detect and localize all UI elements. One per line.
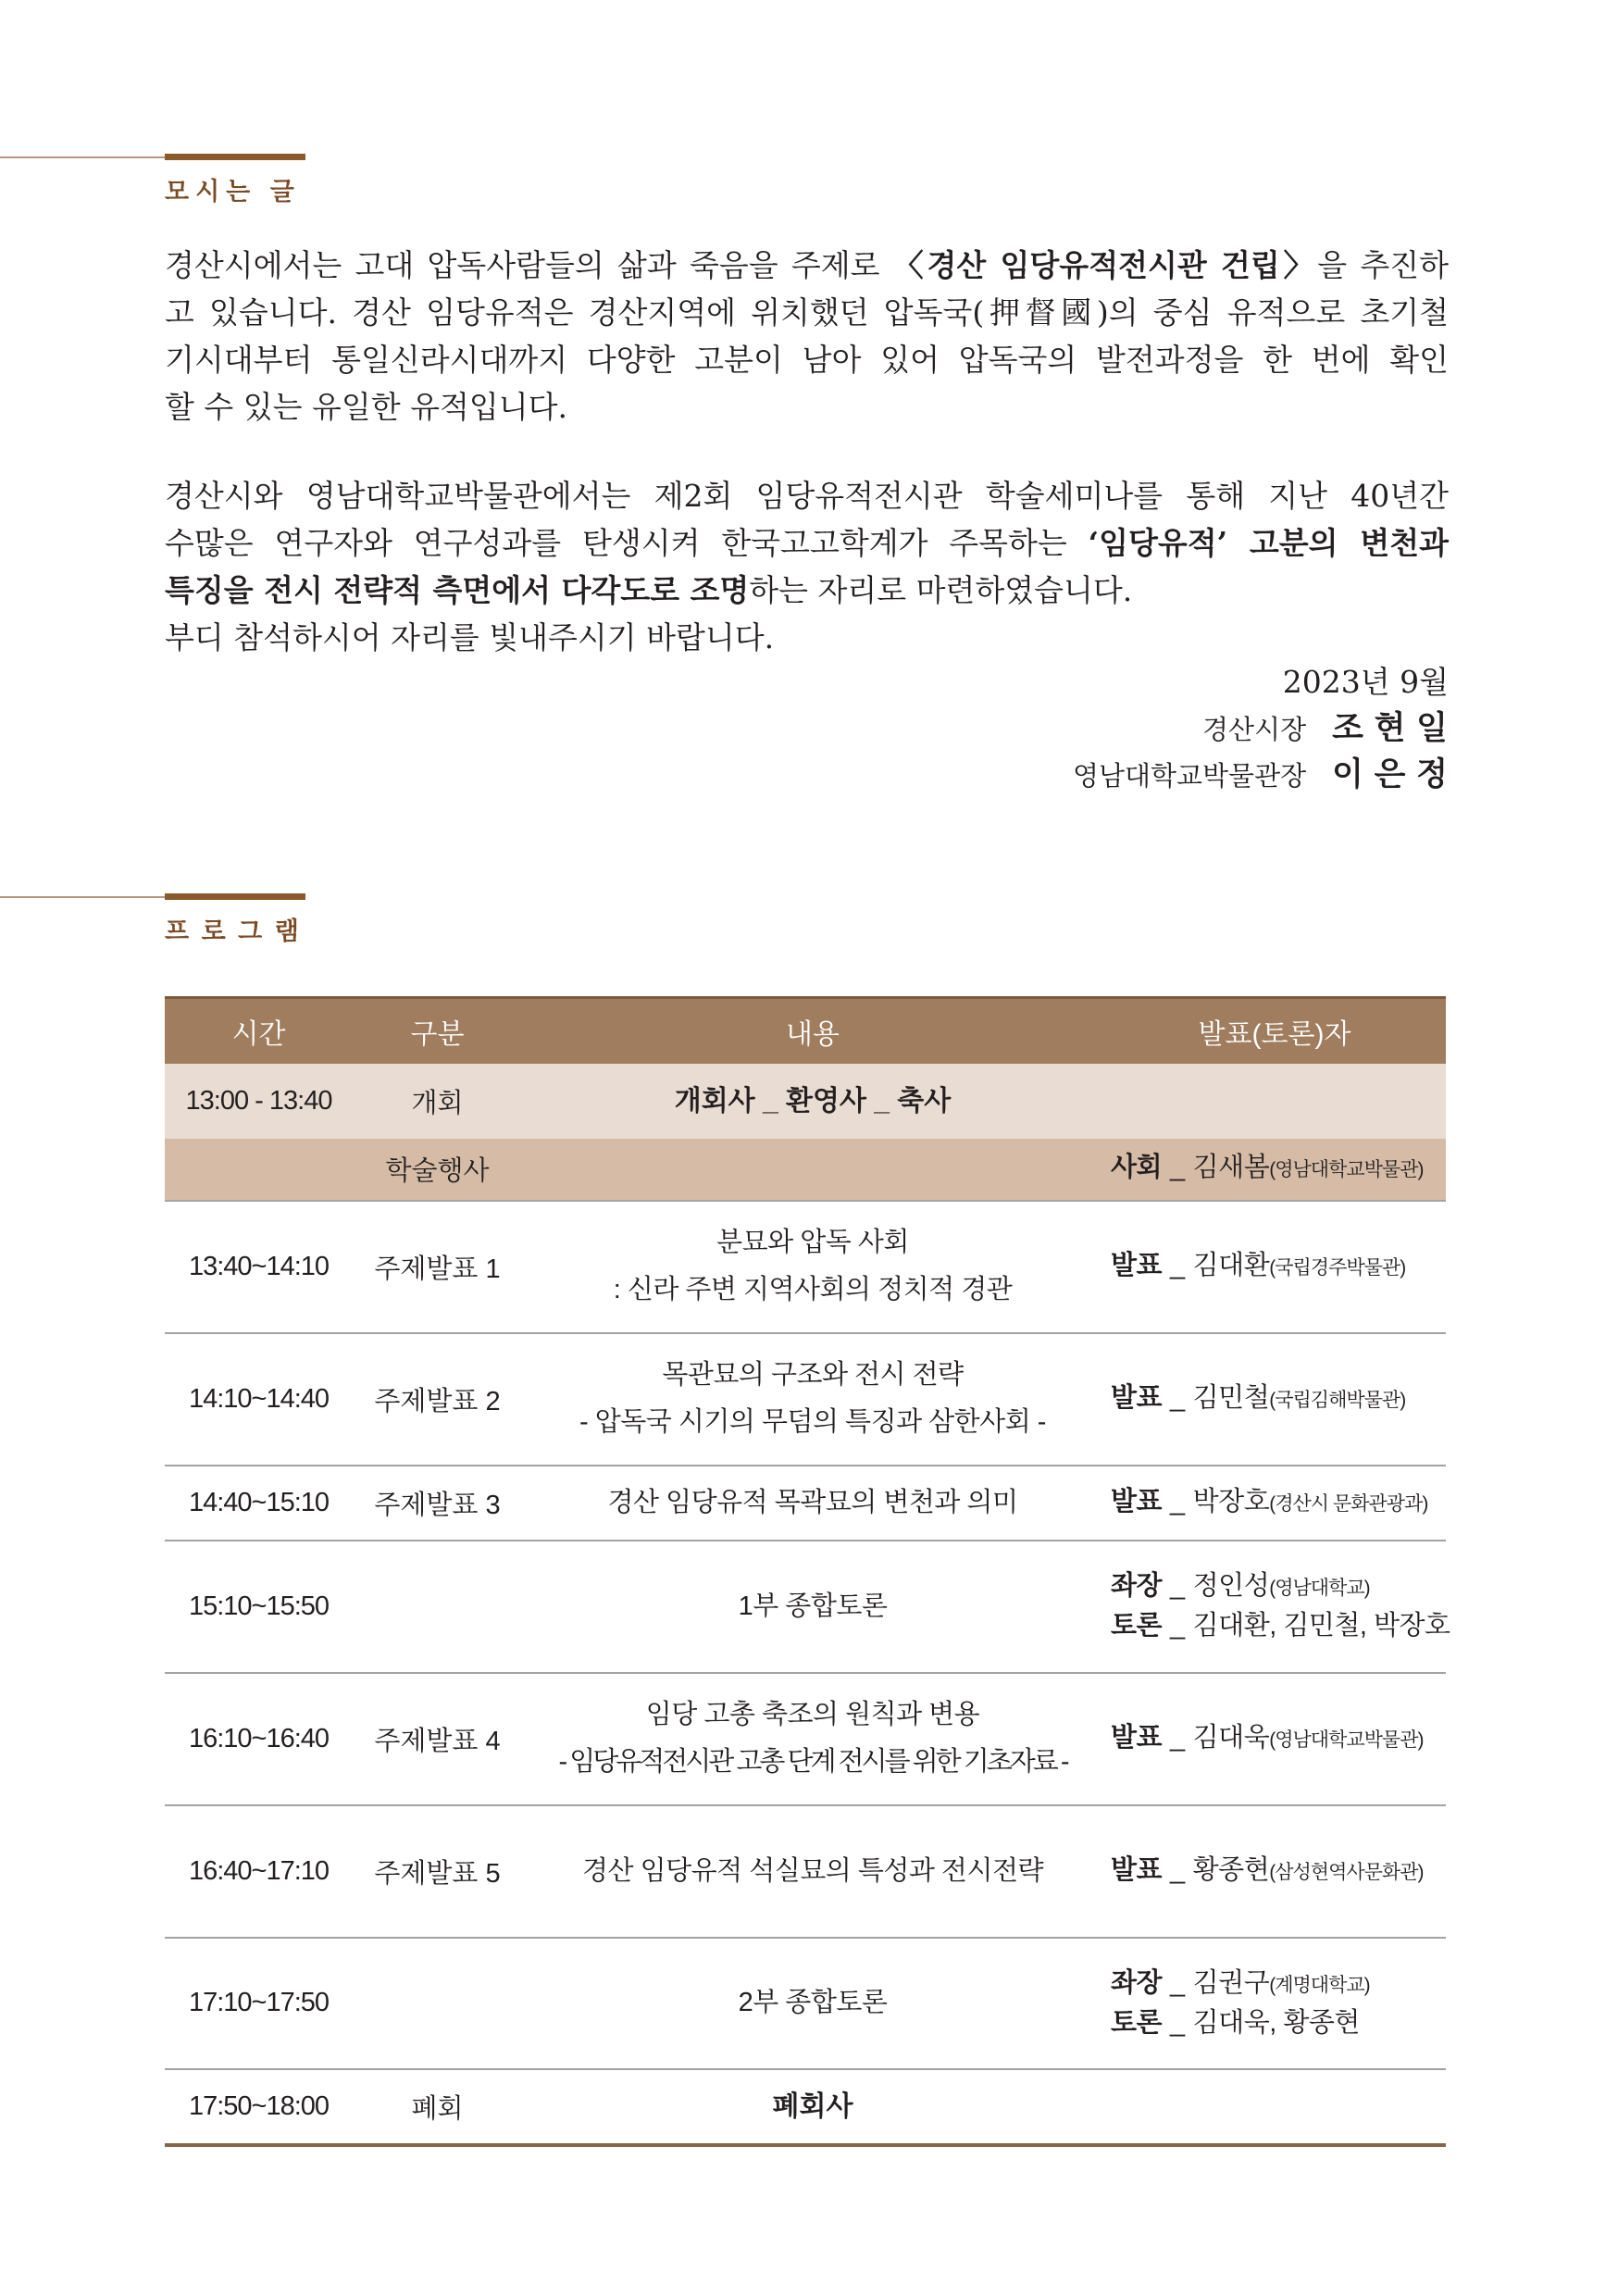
- text-run: 고 있습니다. 경산 임당유적은 경산지역에 위치했던 압독국(押督國)의 중심 유적으로 초기철: [165, 294, 1449, 331]
- text-run: 부디 참석하시어 자리를 빛내주시기 바랍니다.: [165, 619, 775, 655]
- content-cell: [522, 1673, 1103, 1805]
- rule-thin-line: [0, 896, 165, 898]
- paragraph-line: [165, 472, 1449, 519]
- speaker-cell: [1103, 1541, 1450, 1673]
- column-header-type: 구분: [353, 998, 522, 1064]
- content-cell: [522, 1805, 1103, 1938]
- speaker-role: 발표: [1111, 1722, 1163, 1753]
- content-cell: [522, 1064, 1103, 1139]
- speaker-affiliation: (국립김해박물관): [1269, 1389, 1406, 1411]
- signer-title: 영남대학교박물관장: [1072, 760, 1307, 792]
- table-row: [165, 1139, 1446, 1201]
- table-row: [165, 1541, 1446, 1673]
- separator: _: [1170, 1967, 1185, 1998]
- text-run: 할 수 있는 유일한 유적입니다.: [165, 389, 567, 425]
- content-line: 1부 종합토론: [738, 1591, 888, 1621]
- rule-accent-bar: [165, 893, 305, 900]
- time-cell: 16:40~17:10: [165, 1805, 353, 1938]
- speaker-line: [1111, 2004, 1446, 2042]
- separator: _: [1170, 1854, 1185, 1885]
- table-row: [165, 2069, 1446, 2145]
- content-line: 경산 임당유적 목곽묘의 변천과 의미: [607, 1487, 1018, 1517]
- speaker-cell: [1103, 1201, 1446, 1333]
- signer: [165, 705, 1449, 752]
- speaker-name: 김대욱, 황종현: [1192, 2007, 1360, 2038]
- paragraph-line: [165, 242, 1449, 289]
- speaker-role: 좌장: [1111, 1967, 1163, 1998]
- time-cell: 16:10~16:40: [165, 1673, 353, 1805]
- greeting-paragraph-2: [165, 472, 1449, 661]
- program-table: [165, 996, 1450, 2147]
- content-cell: [522, 2069, 1103, 2145]
- content-cell: [522, 1201, 1103, 1333]
- speaker-name: 김민철: [1192, 1382, 1270, 1413]
- paragraph-line: [165, 519, 1449, 567]
- column-header-content: 내용: [522, 998, 1103, 1064]
- speaker-name: 김새봄: [1192, 1153, 1270, 1182]
- speaker-cell: [1103, 1938, 1446, 2069]
- content-line: 2부 종합토론: [738, 1988, 888, 2017]
- signature-block: [165, 659, 1449, 798]
- table-row: [165, 1201, 1446, 1333]
- speaker-name: 김대환: [1192, 1250, 1270, 1280]
- content-cell: [522, 1466, 1103, 1541]
- content-line: 목관묘의 구조와 전시 전략: [662, 1360, 964, 1390]
- speaker-role: 발표: [1111, 1486, 1163, 1516]
- signer-name: 조 현 일: [1332, 710, 1449, 746]
- type-cell: 주제발표 3: [353, 1466, 522, 1541]
- content-line: : 신라 주변 지역사회의 정치적 경관: [613, 1275, 1013, 1304]
- speaker-role: 발표: [1111, 1250, 1163, 1280]
- speaker-role: 사회: [1111, 1153, 1163, 1182]
- section-rule: [0, 893, 305, 901]
- table-header-row: [165, 998, 1446, 1064]
- speaker-cell: [1103, 1805, 1446, 1938]
- signer-name: 이 은 정: [1332, 756, 1449, 792]
- separator: _: [1170, 1611, 1185, 1641]
- text-run: 을 추진하: [1317, 247, 1449, 283]
- program-heading: 프 로 그 램: [165, 917, 302, 945]
- greeting-paragraph-1: [165, 242, 1449, 430]
- table-row: [165, 1466, 1446, 1541]
- content-line: 폐회사: [772, 2090, 853, 2122]
- paragraph-line: [165, 336, 1449, 383]
- time-cell: 14:40~15:10: [165, 1466, 353, 1541]
- speaker-role: 좌장: [1111, 1571, 1163, 1601]
- speaker-name: 박장호: [1192, 1486, 1270, 1516]
- type-cell: 주제발표 5: [353, 1805, 522, 1938]
- content-line: - 압독국 시기의 무덤의 특징과 삼한사회 -: [579, 1407, 1046, 1437]
- speaker-cell: [1103, 2069, 1446, 2145]
- paragraph-line: [165, 289, 1449, 336]
- table-row: [165, 1805, 1446, 1938]
- time-cell: 13:40~14:10: [165, 1201, 353, 1333]
- content-line: - 임당유적전시관 고총 단계 전시를 위한 기초자료 -: [558, 1747, 1067, 1777]
- speaker-line: [1111, 1379, 1446, 1419]
- table-row: [165, 1333, 1446, 1466]
- speaker-name: 김대욱: [1192, 1722, 1270, 1753]
- table-row: [165, 1938, 1446, 2069]
- speaker-line: [1111, 1149, 1446, 1189]
- type-cell: 주제발표 4: [353, 1673, 522, 1805]
- speaker-role: 발표: [1111, 1854, 1163, 1885]
- paragraph-line: [165, 614, 1449, 661]
- rule-thin-line: [0, 156, 165, 158]
- text-run: 하는 자리로 마련하였습니다.: [749, 572, 1133, 608]
- text-run: 경산시에서는 고대 압독사람들의 삶과 죽음을 주제로: [165, 247, 893, 283]
- time-cell: 17:10~17:50: [165, 1938, 353, 2069]
- time-cell: 17:50~18:00: [165, 2069, 353, 2145]
- section-rule: [0, 154, 305, 161]
- signer-title: 경산시장: [1202, 714, 1307, 745]
- speaker-name: 김권구: [1192, 1967, 1270, 1998]
- content-cell: [522, 1541, 1103, 1673]
- type-cell: 개회: [353, 1064, 522, 1139]
- speaker-line: [1111, 1567, 1446, 1607]
- text-run: 경산시와 영남대학교박물관에서는 제2회 임당유적전시관 학술세미나를 통해 지난 40년간: [165, 478, 1449, 514]
- text-run: 기시대부터 통일신라시대까지 다양한 고분이 남아 있어 압독국의 발전과정을 한 번에 확인: [165, 342, 1449, 378]
- content-line: 분묘와 압독 사회: [716, 1228, 909, 1257]
- type-cell: 폐회: [353, 2069, 522, 2145]
- content-line: 임당 고총 축조의 원칙과 변용: [645, 1700, 980, 1729]
- time-cell: [165, 1139, 353, 1201]
- time-cell: 15:10~15:50: [165, 1541, 353, 1673]
- emphasis-run: ‘임당유적’ 고분의 변천과: [1088, 525, 1449, 561]
- speaker-line: [1111, 1607, 1450, 1645]
- speaker-name: 황종현: [1192, 1854, 1270, 1885]
- letter-date: 2023년 9월: [1282, 664, 1449, 700]
- table-row: [165, 1673, 1446, 1805]
- separator: _: [1170, 2007, 1185, 2038]
- speaker-cell: [1103, 1673, 1446, 1805]
- column-header-time: 시간: [165, 998, 353, 1064]
- speaker-role: 토론: [1111, 1611, 1163, 1641]
- speaker-line: [1111, 1965, 1446, 2004]
- speaker-line: [1111, 1719, 1446, 1759]
- separator: _: [1170, 1722, 1185, 1753]
- speaker-affiliation: (영남대학교박물관): [1269, 1728, 1424, 1751]
- column-header-speaker: 발표(토론)자: [1103, 998, 1446, 1064]
- speaker-cell: [1103, 1139, 1446, 1201]
- speaker-affiliation: (영남대학교박물관): [1269, 1159, 1424, 1180]
- signer: [165, 752, 1449, 798]
- speaker-line: [1111, 1852, 1446, 1891]
- speaker-affiliation: (경산시 문화관광과): [1269, 1492, 1428, 1515]
- speaker-cell: [1103, 1333, 1446, 1466]
- type-cell: 주제발표 2: [353, 1333, 522, 1466]
- paragraph-line: [165, 567, 1449, 614]
- rule-accent-bar: [165, 154, 305, 160]
- speaker-role: 토론: [1111, 2007, 1163, 2038]
- separator: _: [1170, 1571, 1185, 1601]
- type-cell: 주제발표 1: [353, 1201, 522, 1333]
- speaker-role: 발표: [1111, 1382, 1163, 1413]
- speaker-affiliation: (삼성현역사문화관): [1269, 1861, 1424, 1883]
- content-line: 경산 임당유적 석실묘의 특성과 전시전략: [582, 1855, 1043, 1886]
- separator: _: [1170, 1153, 1185, 1182]
- content-line: 개회사 _ 환영사 _ 축사: [674, 1085, 952, 1117]
- emphasis-run: 〈경산 임당유적전시관 건립〉: [892, 247, 1318, 283]
- type-cell: [353, 1541, 522, 1673]
- speaker-line: [1111, 1247, 1446, 1287]
- speaker-affiliation: (영남대학교): [1269, 1578, 1370, 1599]
- time-cell: 14:10~14:40: [165, 1333, 353, 1466]
- speaker-name: 김대환, 김민철, 박장호: [1192, 1611, 1450, 1641]
- separator: _: [1170, 1382, 1185, 1413]
- speaker-affiliation: (계명대학교): [1269, 1974, 1370, 1996]
- type-cell: [353, 1938, 522, 2069]
- speaker-cell: [1103, 1466, 1446, 1541]
- separator: _: [1170, 1486, 1185, 1516]
- paragraph-line: [165, 383, 1449, 430]
- speaker-cell: [1103, 1064, 1446, 1139]
- type-cell: 학술행사: [353, 1139, 522, 1201]
- speaker-name: 정인성: [1192, 1571, 1270, 1601]
- speaker-line: [1111, 1483, 1446, 1523]
- emphasis-run: 특징을 전시 전략적 측면에서 다각도로 조명: [165, 572, 750, 608]
- speaker-affiliation: (국립경주박물관): [1269, 1256, 1406, 1279]
- content-cell: [522, 1139, 1103, 1201]
- separator: _: [1170, 1250, 1185, 1280]
- greeting-heading: 모시는 글: [165, 178, 301, 206]
- text-run: 수많은 연구자와 연구성과를 탄생시켜 한국고고학계가 주목하는: [165, 525, 1089, 561]
- time-cell: 13:00 - 13:40: [165, 1064, 353, 1139]
- content-cell: [522, 1333, 1103, 1466]
- content-cell: [522, 1938, 1103, 2069]
- table-row: [165, 1064, 1446, 1139]
